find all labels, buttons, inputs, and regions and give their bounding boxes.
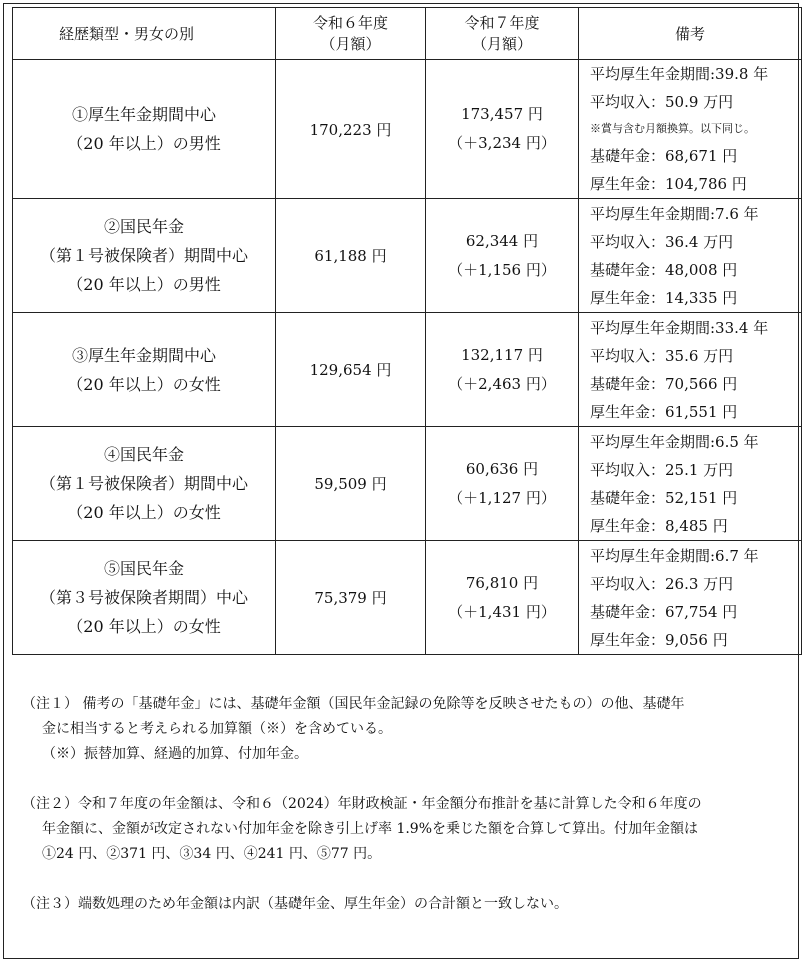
notes-cell: [579, 541, 802, 655]
notes-line: 厚生年金：104,786 円: [590, 175, 747, 193]
notes-footnote: ※賞与含む月額換算。以下同じ。: [590, 122, 755, 135]
notes-line: 平均収入：36.4 万円: [590, 232, 734, 251]
amount-r7-diff: （＋1,156 円）: [448, 260, 556, 279]
notes-line: 厚生年金：8,485 円: [590, 516, 728, 535]
type-line: （20 年以上）の女性: [67, 617, 221, 636]
notes-line: 厚生年金：61,551 円: [590, 402, 738, 421]
type-line: （第１号被保険者）期間中心: [39, 474, 248, 493]
amount-r7: [426, 427, 579, 541]
note2-line3: ①24 円、②371 円、③34 円、④241 円、⑤77 円。: [42, 846, 382, 862]
amount-r7-value: 62,344 円: [465, 231, 539, 250]
pension-table: [12, 7, 802, 655]
type-line: ⑤国民年金: [103, 559, 184, 578]
amount-r6: 129,654 円: [276, 313, 426, 427]
footnotes: [22, 692, 782, 917]
notes-cell: [579, 427, 802, 541]
table-row: [13, 541, 802, 655]
amount-r7-value: 132,117 円: [461, 345, 543, 364]
header-r7-line2: （月額）: [471, 34, 532, 53]
notes-cell: [579, 60, 802, 199]
type-line: （20 年以上）の女性: [67, 503, 221, 522]
type-line: （第１号被保険者）期間中心: [39, 246, 248, 265]
table-header-row: [13, 8, 802, 60]
amount-r7: [426, 313, 579, 427]
notes-line: 厚生年金：9,056 円: [590, 630, 728, 649]
header-r7-line1: 令和７年度: [464, 13, 540, 32]
amount-r7-diff: （＋3,234 円）: [448, 134, 556, 152]
amount-r6: 170,223 円: [276, 60, 426, 199]
type-cell: [13, 313, 276, 427]
notes-line: 平均厚生年金期間:39.8 年: [590, 65, 769, 83]
amount-r6: 61,188 円: [276, 199, 426, 313]
notes-line: 平均収入：26.3 万円: [590, 574, 734, 593]
type-line: （20 年以上）の男性: [67, 134, 221, 153]
header-notes: 備考: [579, 8, 802, 60]
type-line: ④国民年金: [103, 445, 184, 464]
notes-line: 平均厚生年金期間:6.7 年: [590, 546, 759, 565]
amount-r6: 75,379 円: [276, 541, 426, 655]
table-row: [13, 313, 802, 427]
type-cell: [13, 60, 276, 199]
notes-cell: [579, 313, 802, 427]
type-cell: [13, 541, 276, 655]
header-r7: [426, 8, 579, 60]
note2-line1: （注２）令和７年度の年金額は、令和６（2024）年財政検証・年金額分布推計を基に計算した令和６年度の: [22, 796, 702, 812]
notes-line: 平均厚生年金期間:6.5 年: [590, 432, 759, 451]
type-line: （第３号被保険者期間）中心: [39, 588, 248, 607]
notes-line: 厚生年金：14,335 円: [590, 288, 738, 307]
amount-r7-value: 60,636 円: [465, 459, 539, 478]
notes-line: 平均収入：25.1 万円: [590, 460, 734, 479]
notes-line: 基礎年金：70,566 円: [590, 374, 738, 393]
notes-cell: [579, 199, 802, 313]
table-row: [13, 427, 802, 541]
notes-line: 平均収入：35.6 万円: [590, 346, 734, 365]
header-type: 経歴類型・男女の別: [13, 8, 276, 60]
amount-r7-diff: （＋2,463 円）: [448, 374, 556, 393]
type-line: ①厚生年金期間中心: [71, 105, 216, 124]
table-row: [13, 60, 802, 199]
note1-line1: （注１） 備考の「基礎年金」には、基礎年金額（国民年金記録の免除等を反映させたもの）の他、基礎年: [22, 696, 685, 712]
amount-r7: [426, 60, 579, 199]
type-cell: [13, 199, 276, 313]
notes-line: 平均収入：50.9 万円: [590, 93, 734, 111]
amount-r7: [426, 541, 579, 655]
notes-line: 平均厚生年金期間:7.6 年: [590, 204, 759, 223]
amount-r7-diff: （＋1,431 円）: [448, 602, 556, 621]
header-r6-line2: （月額）: [320, 34, 381, 53]
type-line: （20 年以上）の女性: [67, 374, 221, 394]
amount-r7-value: 173,457 円: [461, 105, 543, 123]
type-line: ③厚生年金期間中心: [71, 345, 216, 365]
notes-line: 平均厚生年金期間:33.4 年: [590, 318, 769, 337]
notes-line: 基礎年金：48,008 円: [590, 260, 738, 279]
header-r6: [276, 8, 426, 60]
note1-line2: 金に相当すると考えられる加算額（※）を含めている。: [42, 721, 392, 737]
amount-r7: [426, 199, 579, 313]
amount-r7-diff: （＋1,127 円）: [448, 488, 556, 507]
header-r6-line1: 令和６年度: [312, 13, 388, 32]
type-line: （20 年以上）の男性: [67, 275, 221, 294]
note2-line2: 年金額に、金額が改定されない付加年金を除き引上げ率 1.9%を乗じた額を合算して算出。付加年金額は: [42, 821, 699, 837]
notes-line: 基礎年金：68,671 円: [590, 147, 738, 165]
type-line: ②国民年金: [103, 217, 184, 236]
amount-r7-value: 76,810 円: [465, 573, 539, 592]
note1-sub: （※）振替加算、経過的加算、付加年金。: [42, 746, 308, 762]
note3: （注３）端数処理のため年金額は内訳（基礎年金、厚生年金）の合計額と一致しない。: [22, 896, 568, 912]
type-cell: [13, 427, 276, 541]
table-row: [13, 199, 802, 313]
amount-r6: 59,509 円: [276, 427, 426, 541]
notes-line: 基礎年金：67,754 円: [590, 602, 738, 621]
notes-line: 基礎年金：52,151 円: [590, 488, 738, 507]
